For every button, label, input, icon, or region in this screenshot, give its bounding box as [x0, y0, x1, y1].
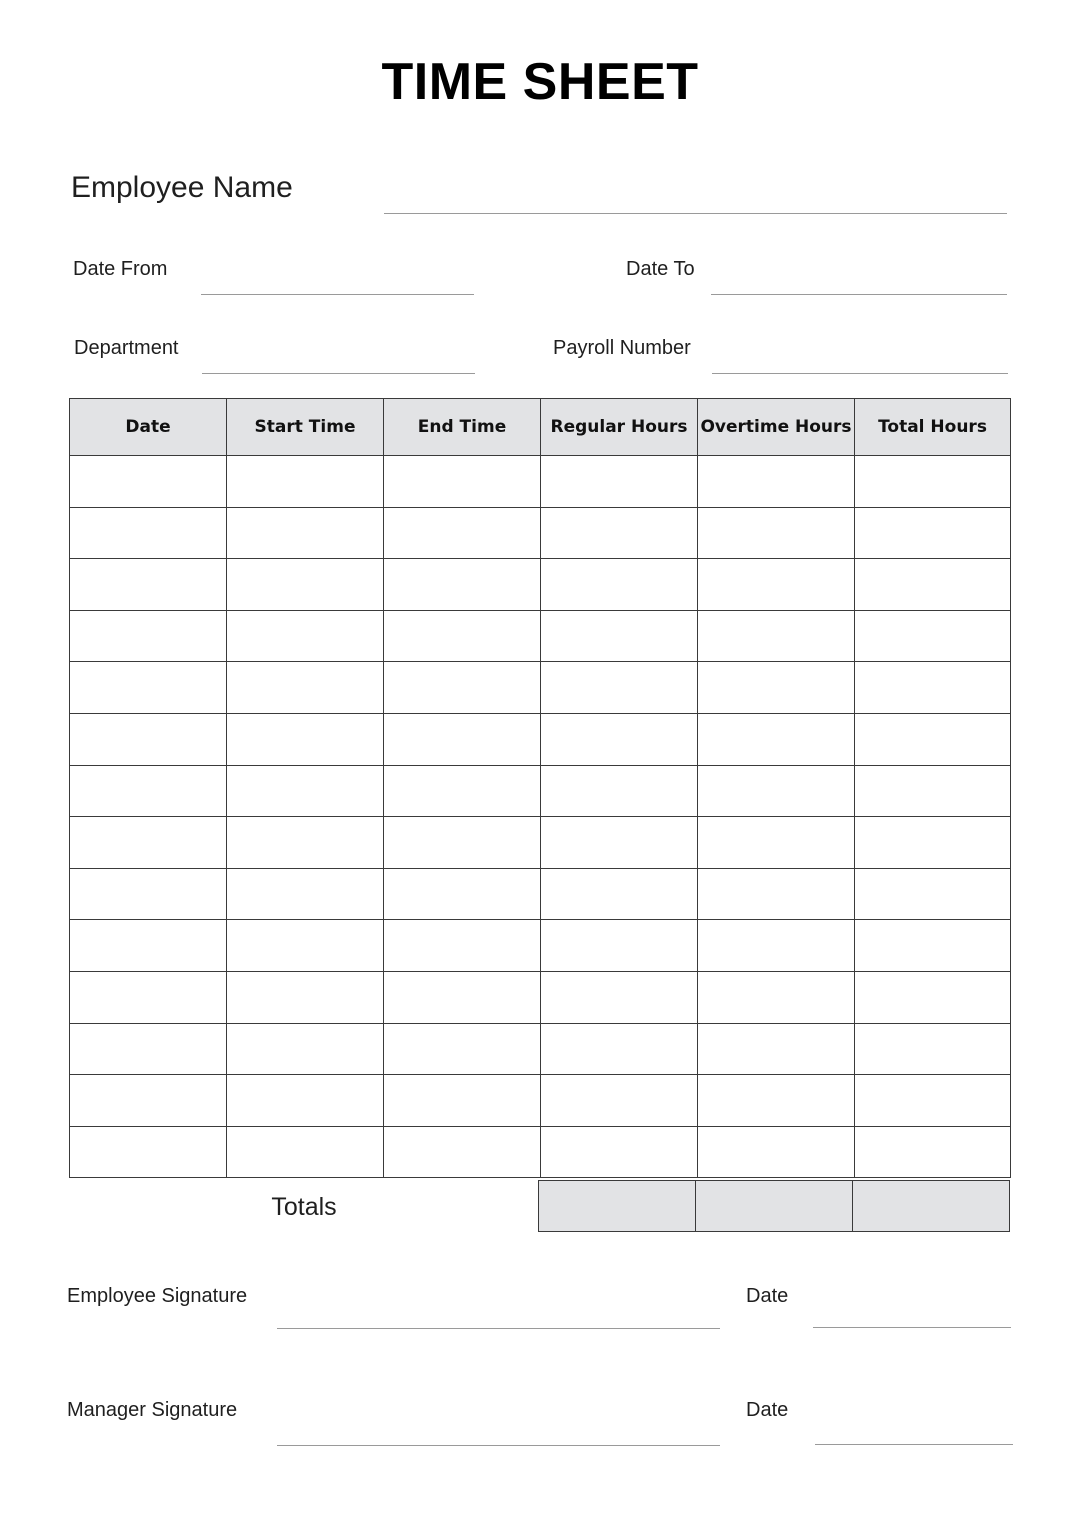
table-row [70, 456, 1011, 508]
cell-total-hours[interactable] [855, 610, 1011, 662]
cell-start-time[interactable] [227, 507, 384, 559]
cell-overtime-hours[interactable] [698, 765, 855, 817]
column-header-start-time: Start Time [227, 399, 384, 456]
cell-end-time[interactable] [384, 559, 541, 611]
cell-date[interactable] [70, 971, 227, 1023]
cell-regular-hours[interactable] [541, 713, 698, 765]
date-from-field[interactable] [201, 294, 474, 295]
cell-start-time[interactable] [227, 868, 384, 920]
cell-total-hours[interactable] [855, 456, 1011, 508]
table-body [70, 456, 1011, 1178]
cell-end-time[interactable] [384, 920, 541, 972]
cell-date[interactable] [70, 610, 227, 662]
manager-signature-field[interactable] [277, 1445, 720, 1446]
payroll-number-label: Payroll Number [553, 337, 691, 359]
cell-overtime-hours[interactable] [698, 1023, 855, 1075]
table-row [70, 662, 1011, 714]
totals-row [539, 1181, 1010, 1232]
date-to-field[interactable] [711, 294, 1007, 295]
department-field[interactable] [202, 373, 475, 374]
cell-end-time[interactable] [384, 1126, 541, 1178]
table-row [70, 713, 1011, 765]
date-to-label: Date To [626, 258, 695, 280]
totals-label: Totals [271, 1193, 337, 1221]
cell-date[interactable] [70, 765, 227, 817]
table-row [70, 868, 1011, 920]
cell-start-time[interactable] [227, 1075, 384, 1127]
cell-end-time[interactable] [384, 868, 541, 920]
cell-start-time[interactable] [227, 765, 384, 817]
cell-date[interactable] [70, 1023, 227, 1075]
cell-end-time[interactable] [384, 971, 541, 1023]
cell-date[interactable] [70, 920, 227, 972]
table-row [70, 610, 1011, 662]
cell-start-time[interactable] [227, 920, 384, 972]
cell-total-hours[interactable] [855, 868, 1011, 920]
table-row [70, 507, 1011, 559]
employee-signature-date-label: Date [746, 1285, 789, 1307]
cell-overtime-hours[interactable] [698, 559, 855, 611]
cell-total-hours[interactable] [855, 765, 1011, 817]
total-regular-hours-cell[interactable] [539, 1181, 696, 1232]
manager-signature-date-label: Date [746, 1399, 789, 1421]
cell-start-time[interactable] [227, 662, 384, 714]
cell-total-hours[interactable] [855, 1075, 1011, 1127]
cell-date[interactable] [70, 456, 227, 508]
total-overtime-hours-cell[interactable] [696, 1181, 853, 1232]
cell-regular-hours[interactable] [541, 507, 698, 559]
cell-start-time[interactable] [227, 456, 384, 508]
cell-regular-hours[interactable] [541, 610, 698, 662]
cell-regular-hours[interactable] [541, 1126, 698, 1178]
cell-start-time[interactable] [227, 1126, 384, 1178]
cell-total-hours[interactable] [855, 920, 1011, 972]
cell-start-time[interactable] [227, 559, 384, 611]
cell-regular-hours[interactable] [541, 456, 698, 508]
table-row [70, 1126, 1011, 1178]
manager-signature-date-field[interactable] [815, 1444, 1013, 1445]
page-title: TIME SHEET [381, 53, 699, 111]
table-row [70, 1023, 1011, 1075]
cell-overtime-hours[interactable] [698, 713, 855, 765]
cell-date[interactable] [70, 507, 227, 559]
table-row [70, 559, 1011, 611]
manager-signature-label: Manager Signature [67, 1399, 238, 1421]
cell-end-time[interactable] [384, 1023, 541, 1075]
table-row [70, 971, 1011, 1023]
totals-table [538, 1180, 1010, 1232]
cell-total-hours[interactable] [855, 662, 1011, 714]
cell-overtime-hours[interactable] [698, 1126, 855, 1178]
cell-total-hours[interactable] [855, 559, 1011, 611]
cell-end-time[interactable] [384, 817, 541, 869]
cell-regular-hours[interactable] [541, 1023, 698, 1075]
cell-regular-hours[interactable] [541, 868, 698, 920]
cell-overtime-hours[interactable] [698, 1075, 855, 1127]
table-row [70, 765, 1011, 817]
payroll-number-field[interactable] [712, 373, 1008, 374]
column-header-regular-hours: Regular Hours [541, 399, 698, 456]
cell-overtime-hours[interactable] [698, 507, 855, 559]
timesheet-table [69, 398, 1011, 1178]
cell-date[interactable] [70, 1075, 227, 1127]
cell-end-time[interactable] [384, 456, 541, 508]
cell-overtime-hours[interactable] [698, 920, 855, 972]
date-from-label: Date From [73, 258, 168, 280]
employee-name-label: Employee Name [71, 171, 293, 204]
cell-regular-hours[interactable] [541, 817, 698, 869]
cell-end-time[interactable] [384, 713, 541, 765]
cell-overtime-hours[interactable] [698, 610, 855, 662]
column-header-overtime-hours: Overtime Hours [698, 399, 855, 456]
cell-date[interactable] [70, 662, 227, 714]
column-header-date: Date [70, 399, 227, 456]
employee-signature-date-field[interactable] [813, 1327, 1011, 1328]
cell-regular-hours[interactable] [541, 920, 698, 972]
cell-end-time[interactable] [384, 610, 541, 662]
cell-regular-hours[interactable] [541, 765, 698, 817]
cell-total-hours[interactable] [855, 507, 1011, 559]
cell-regular-hours[interactable] [541, 559, 698, 611]
table-row [70, 1075, 1011, 1127]
cell-overtime-hours[interactable] [698, 868, 855, 920]
employee-signature-field[interactable] [277, 1328, 720, 1329]
cell-overtime-hours[interactable] [698, 817, 855, 869]
cell-start-time[interactable] [227, 610, 384, 662]
cell-total-hours[interactable] [855, 971, 1011, 1023]
cell-date[interactable] [70, 817, 227, 869]
table-row [70, 817, 1011, 869]
column-header-total-hours: Total Hours [855, 399, 1011, 456]
cell-total-hours[interactable] [855, 817, 1011, 869]
cell-regular-hours[interactable] [541, 971, 698, 1023]
cell-end-time[interactable] [384, 765, 541, 817]
cell-start-time[interactable] [227, 971, 384, 1023]
cell-date[interactable] [70, 559, 227, 611]
column-header-end-time: End Time [384, 399, 541, 456]
total-total-hours-cell[interactable] [853, 1181, 1010, 1232]
cell-regular-hours[interactable] [541, 662, 698, 714]
cell-total-hours[interactable] [855, 1126, 1011, 1178]
cell-date[interactable] [70, 713, 227, 765]
department-label: Department [74, 337, 179, 359]
cell-end-time[interactable] [384, 1075, 541, 1127]
table-row [70, 920, 1011, 972]
table-header-row [70, 399, 1011, 456]
cell-end-time[interactable] [384, 662, 541, 714]
cell-date[interactable] [70, 868, 227, 920]
cell-end-time[interactable] [384, 507, 541, 559]
cell-total-hours[interactable] [855, 713, 1011, 765]
cell-overtime-hours[interactable] [698, 971, 855, 1023]
cell-start-time[interactable] [227, 713, 384, 765]
cell-total-hours[interactable] [855, 1023, 1011, 1075]
cell-start-time[interactable] [227, 1023, 384, 1075]
cell-overtime-hours[interactable] [698, 456, 855, 508]
cell-date[interactable] [70, 1126, 227, 1178]
cell-overtime-hours[interactable] [698, 662, 855, 714]
employee-signature-label: Employee Signature [67, 1285, 248, 1307]
cell-regular-hours[interactable] [541, 1075, 698, 1127]
employee-name-field[interactable] [384, 213, 1007, 214]
cell-start-time[interactable] [227, 817, 384, 869]
